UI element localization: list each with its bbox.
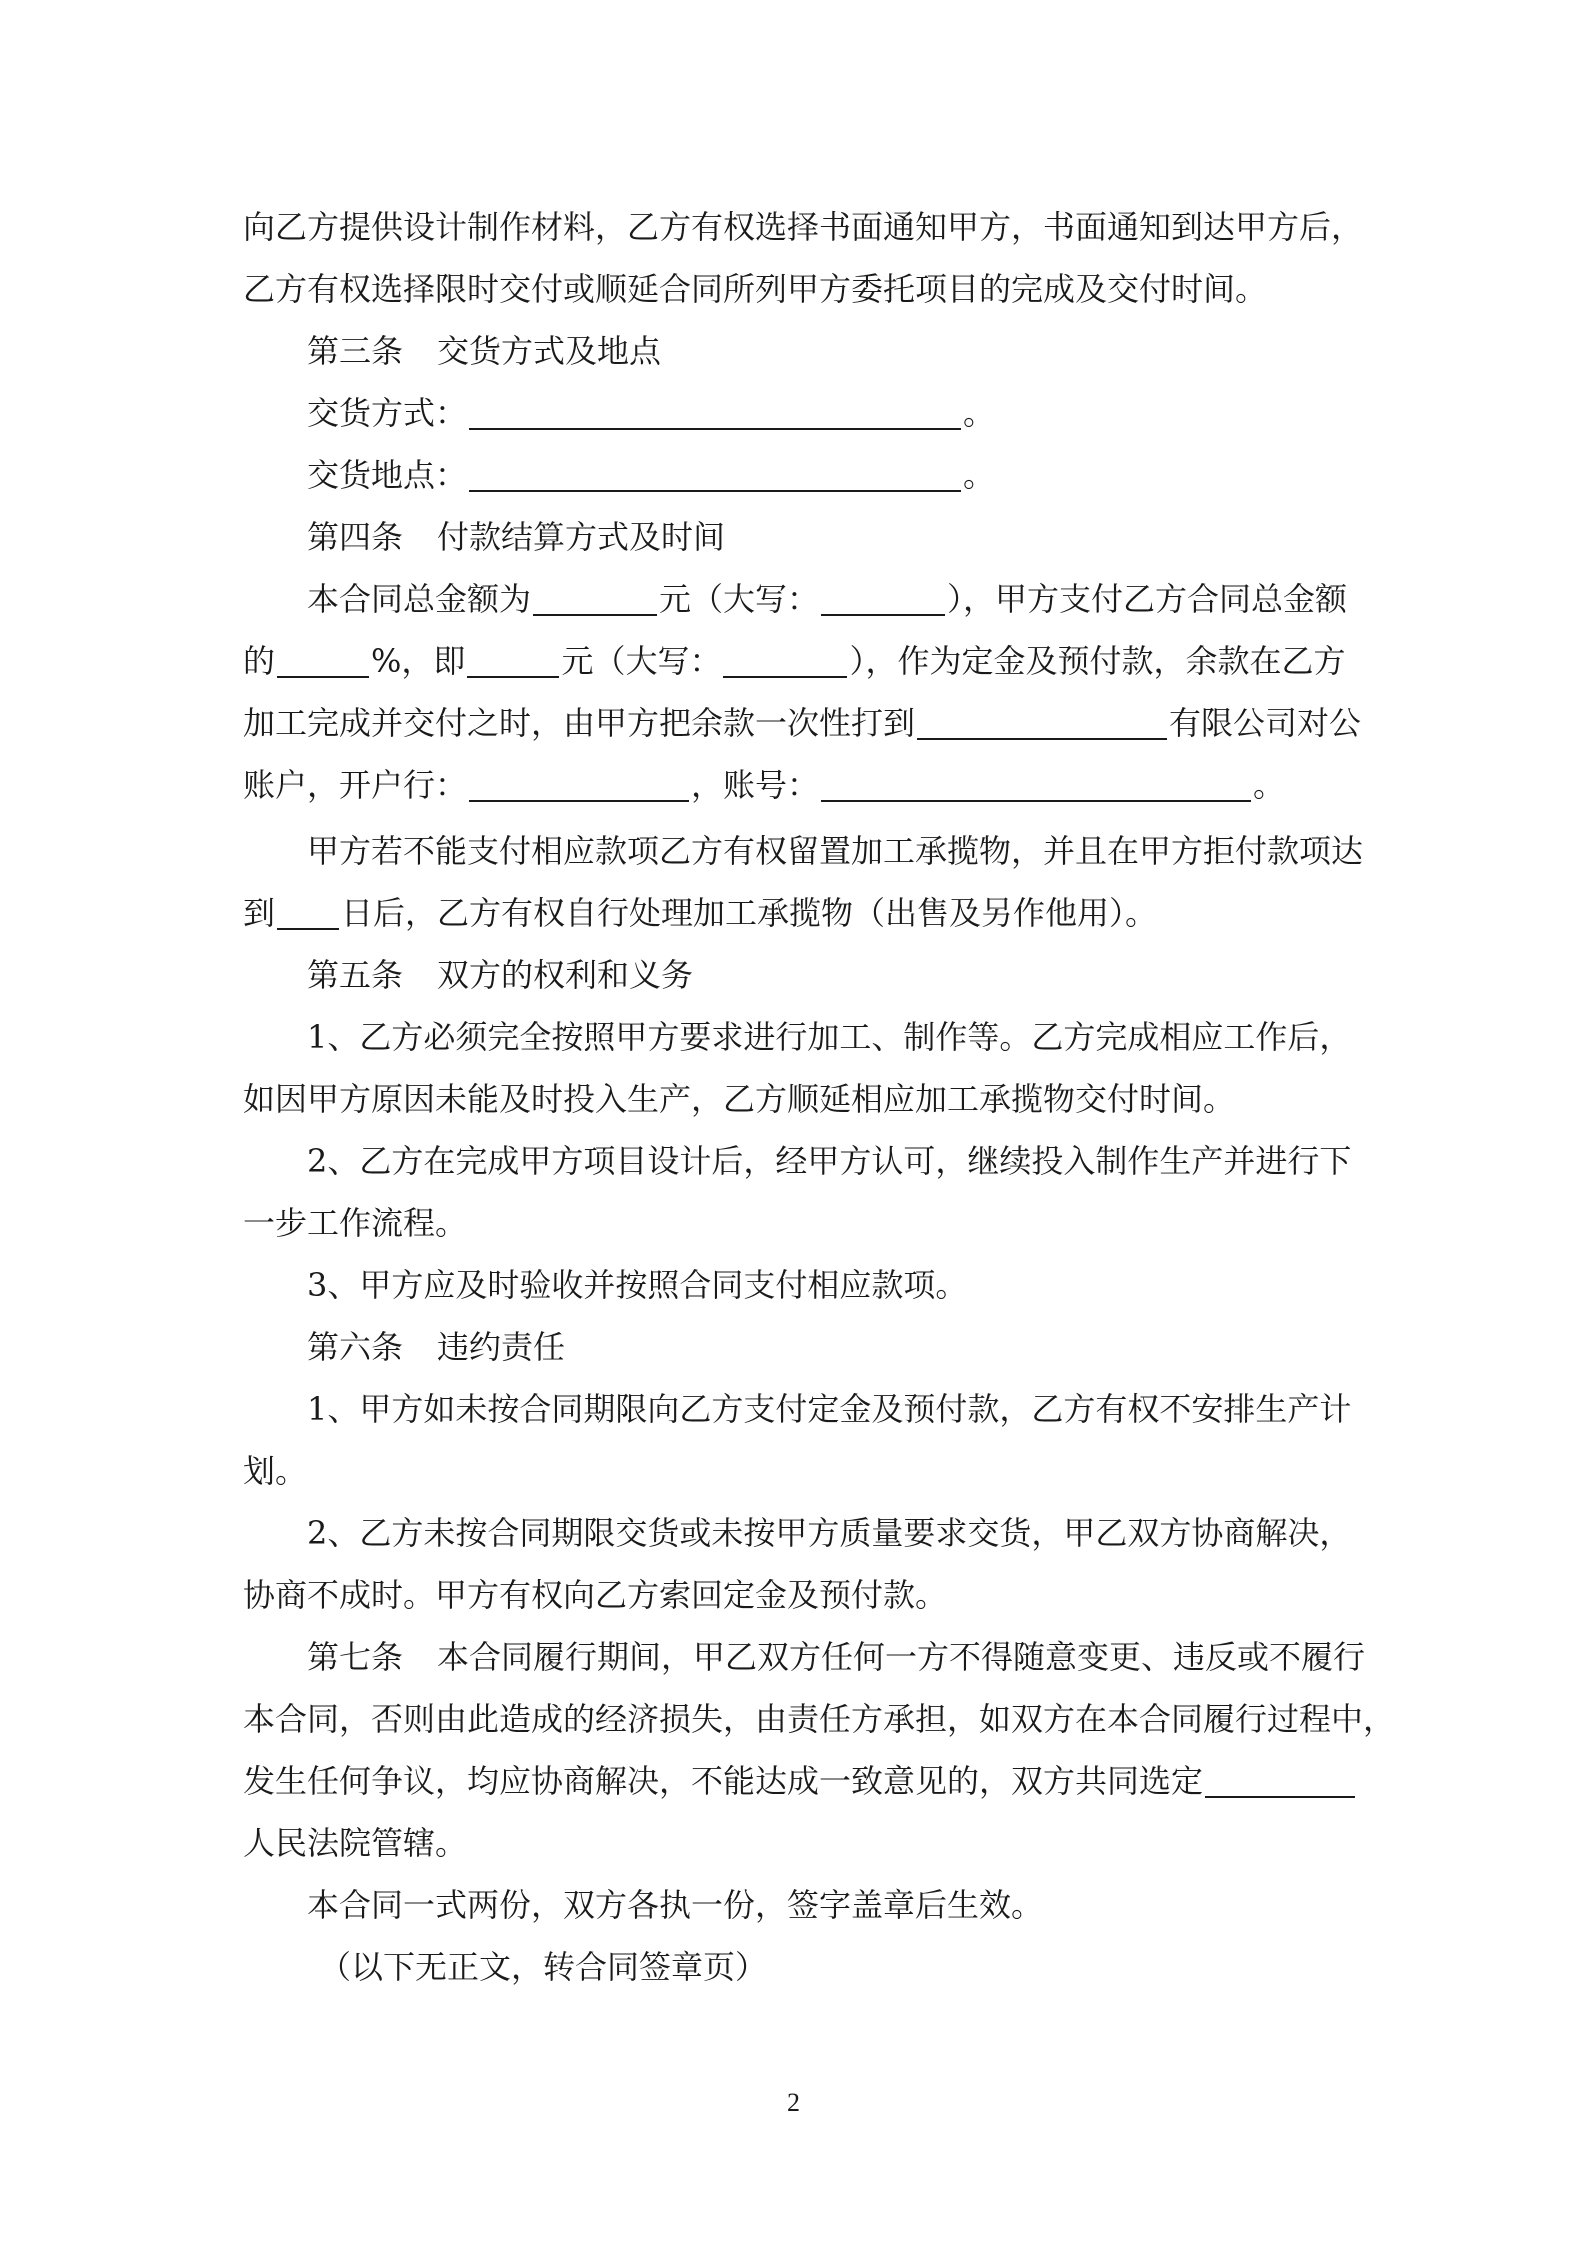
text-line: 加工完成并交付之时，由甲方把余款一次性打到 有限公司对公 (243, 704, 1362, 742)
article-number: 第四条 (307, 518, 404, 556)
text-line: 人民法院管辖。 (243, 1824, 468, 1862)
article-number: 第三条 (307, 332, 404, 370)
text-line: 的 %，即 元（大写： ），作为定金及预付款，余款在乙方 (243, 642, 1346, 680)
period: 。 (963, 394, 996, 432)
text-line: （以下无正文，转合同签章页） (319, 1948, 768, 1986)
text-line: 2、乙方未按合同期限交货或未按甲方质量要求交货，甲乙双方协商解决， (307, 1514, 1352, 1552)
deposit-amount-blank (467, 646, 559, 678)
text-line: 划。 (243, 1452, 308, 1490)
text-line: 1、甲方如未按合同期限向乙方支付定金及预付款，乙方有权不安排生产计 (307, 1390, 1352, 1428)
text-line: 如因甲方原因未能及时投入生产，乙方顺延相应加工承揽物交付时间。 (243, 1080, 1236, 1118)
article-number: 第五条 (307, 956, 404, 994)
page-number: 2 (787, 2088, 800, 2117)
bank-blank (469, 770, 689, 802)
article-title: 违约责任 (437, 1328, 566, 1366)
article-title: 双方的权利和义务 (437, 956, 694, 994)
text-line: 账户，开户行： ，账号： 。 (243, 766, 1286, 804)
article-7-paragraph: 第七条 本合同履行期间，甲乙双方任何一方不得随意变更、违反或不履行 (307, 1638, 1366, 1676)
period: 。 (963, 456, 996, 494)
field-label: 交货地点： (307, 456, 468, 494)
delivery-place-line (243, 444, 1348, 506)
field-label: 交货方式： (307, 394, 468, 432)
text-line: 2、乙方在完成甲方项目设计后，经甲方认可，继续投入制作生产并进行下 (307, 1142, 1352, 1180)
document-body (243, 196, 1396, 1998)
court-blank (1205, 1766, 1355, 1798)
delivery-method-blank (469, 398, 961, 430)
deposit-words-blank (723, 646, 847, 678)
days-blank (277, 898, 339, 930)
delivery-method-line (243, 382, 1348, 444)
article-title: 付款结算方式及时间 (437, 518, 726, 556)
article-3-heading (243, 320, 1348, 382)
text-line: 到 日后，乙方有权自行处理加工承揽物（出售及另作他用）。 (243, 894, 1158, 932)
text-line: 本合同，否则由此造成的经济损失，由责任方承担，如双方在本合同履行过程中， (243, 1700, 1396, 1738)
text-line: 乙方有权选择限时交付或顺延合同所列甲方委托项目的完成及交付时间。 (243, 270, 1268, 308)
account-number-blank (821, 770, 1251, 802)
total-amount-blank (533, 584, 657, 616)
text-line: 1、乙方必须完全按照甲方要求进行加工、制作等。乙方完成相应工作后， (307, 1018, 1352, 1056)
text-line: 向乙方提供设计制作材料，乙方有权选择书面通知甲方，书面通知到达甲方后， (243, 208, 1364, 246)
article-title: 交货方式及地点 (437, 332, 662, 370)
text-line: 本合同总金额为 元（大写： ），甲方支付乙方合同总金额 (307, 580, 1348, 618)
article-6-heading (243, 1316, 1348, 1378)
company-blank (917, 708, 1167, 740)
article-4-heading (243, 506, 1348, 568)
text-line: 甲方若不能支付相应款项乙方有权留置加工承揽物，并且在甲方拒付款项达 (307, 832, 1364, 870)
total-amount-words-blank (821, 584, 945, 616)
text-line: 发生任何争议，均应协商解决，不能达成一致意见的，双方共同选定 (243, 1750, 1348, 1812)
text-line: 一步工作流程。 (243, 1204, 468, 1242)
text-line: 协商不成时。甲方有权向乙方索回定金及预付款。 (243, 1576, 948, 1614)
article-number: 第六条 (307, 1328, 404, 1366)
text-line: 本合同一式两份，双方各执一份，签字盖章后生效。 (307, 1886, 1044, 1924)
article-number: 第七条 (307, 1638, 404, 1676)
percent-blank (277, 646, 369, 678)
text-line: 3、甲方应及时验收并按照合同支付相应款项。 (307, 1266, 968, 1304)
delivery-place-blank (469, 460, 961, 492)
article-5-heading (243, 944, 1348, 1006)
